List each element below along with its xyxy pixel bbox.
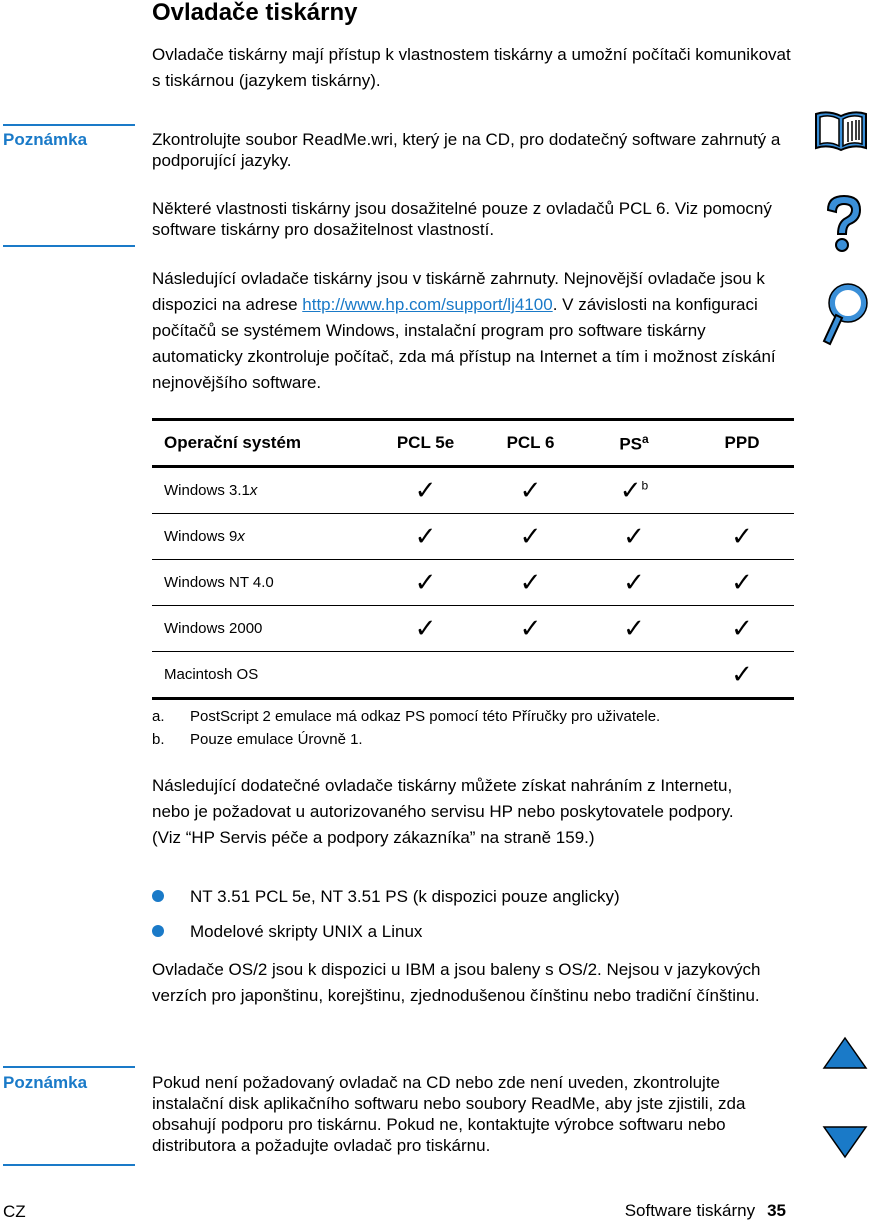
cell-pcl6 [483,514,578,560]
list-item-text: NT 3.51 PCL 5e, NT 3.51 PS (k dispozici pouze anglicky) [190,887,620,906]
footer-section: Software tiskárny [624,1201,756,1220]
note-text: Pokud není požadovaný ovladač na CD nebo zde není uveden, zkontrolujte instalační disk aplikačního softwaru nebo soubory ReadMe, aby jste zjistili, zda obsahují podporu pro tiskárnu. Pokud ne, kontaktujte výrobce softwaru nebo distributora a požadujte ovladač pro tiskárnu. [152,1073,746,1155]
drivers-text: . V závislosti na konfiguraci počítačů se systémem Windows, instalační program pro software tiskárny automaticky zkontroluje počítač, zda má přístup na Internet a tím i možnost získání nejnovějšího software. [152,295,776,392]
os-name: Windows 3.1 [164,482,250,499]
header-ps [578,420,690,467]
os-name-cell [152,560,368,606]
page-title: Ovladače tiskárny [152,0,358,26]
table-header-row [152,420,794,467]
check-icon: ✓ [623,522,645,552]
os-name-variant: x [249,482,258,499]
bullet-icon [152,890,164,902]
list-item [152,884,620,910]
check-icon: ✓ [623,568,645,598]
note-text: Zkontrolujte soubor ReadMe.wri, který je na CD, pro dodatečný software zahrnutý a podporující jazyky. [152,130,781,170]
table-row [152,560,794,606]
driver-table [152,418,794,700]
os2-paragraph: Ovladače OS/2 jsou k dispozici u IBM a jsou baleny s OS/2. Nejsou v jazykových verzích pro japonštinu, korejštinu, zjednodušenou čínštinu nebo tradiční čínštinu. [152,960,761,1005]
cell-ppd [690,514,794,560]
check-icon: ✓ [731,614,753,644]
page-down-triangle-icon[interactable] [822,1125,868,1164]
additional-drivers-paragraph: Následující dodatečné ovladače tiskárny můžete získat nahráním z Internetu, nebo je požadovat u autorizovaného servisu HP nebo poskytovatele podpory. (Viz “HP Servis péče a podpory zákazníka” na straně 159.) [152,776,734,847]
check-icon: ✓ [731,522,753,552]
cell-ps [578,652,690,699]
header-ppd: PPD [690,420,794,467]
table-row [152,467,794,514]
note-rule-bottom [3,1164,135,1166]
cell-ps [578,606,690,652]
os-name: Windows 2000 [164,620,263,637]
check-icon: ✓ [414,568,437,598]
page-up-triangle-icon[interactable] [822,1036,868,1075]
cell-ps [578,514,690,560]
os-name-variant: x [237,528,245,545]
os-name-cell [152,652,368,699]
driver-table-container [152,418,794,700]
support-link[interactable]: http://www.hp.com/support/lj4100 [302,295,553,314]
cell-ps [578,560,690,606]
bullet-icon [152,925,164,937]
header-os: Operační systém [152,420,368,467]
footnote-text: PostScript 2 emulace má odkaz PS pomocí této Příručky pro uživatele. [190,708,661,725]
os-name-cell [152,514,368,560]
check-icon: ✓ [519,522,542,552]
book-icon[interactable] [812,108,870,159]
header-ps-label: PS [619,434,642,454]
footer [625,1201,786,1221]
cell-ppd [690,560,794,606]
footnote [152,705,660,728]
note-label: Poznámka [3,1073,88,1092]
search-magnifier-icon[interactable] [818,283,868,354]
footnote-mark: b. [152,731,165,748]
list-item [152,919,422,945]
os-name: Windows NT 4.0 [164,574,274,591]
note-label: Poznámka [3,130,88,149]
check-icon: ✓ [519,614,542,644]
check-icon: ✓ [519,568,542,598]
cell-ppd [690,467,794,514]
check-icon: ✓ [414,476,437,506]
footnote-text: Pouze emulace Úrovně 1. [190,731,363,748]
os-name-cell [152,467,368,514]
check-icon: ✓ [519,476,542,506]
cell-ppd [690,606,794,652]
cell-pcl5e [368,560,483,606]
cell-ppd [690,652,794,699]
cell-pcl5e [368,514,483,560]
check-icon: ✓ [731,568,753,598]
cell-pcl5e [368,467,483,514]
check-icon: ✓ [623,614,645,644]
note-rule-top [3,124,135,126]
cell-pcl6 [483,560,578,606]
cell-pcl6 [483,606,578,652]
header-pcl6: PCL 6 [483,420,578,467]
os-name-cell [152,606,368,652]
footnote [152,728,363,751]
list-item-text: Modelové skripty UNIX a Linux [190,922,423,941]
table-row [152,514,794,560]
footer-language: CZ [3,1202,26,1221]
cell-pcl6 [483,652,578,699]
cell-pcl5e [368,606,483,652]
table-row [152,606,794,652]
check-icon: ✓ [414,522,437,552]
note-rule-bottom [3,245,135,247]
footnote-ref: a [642,431,649,446]
intro-paragraph: Ovladače tiskárny mají přístup k vlastnostem tiskárny a umožní počítači komunikovat s tiskárnou (jazykem tiskárny). [152,45,791,90]
cell-ps [578,467,690,514]
os-name: Windows 9 [164,528,238,545]
check-icon: ✓ [619,476,642,506]
help-question-icon[interactable] [822,192,866,259]
check-icon: ✓ [731,660,753,690]
check-icon: ✓ [414,614,437,644]
header-pcl5e: PCL 5e [368,420,483,467]
drivers-paragraph [152,266,792,396]
footnote-mark: a. [152,708,165,725]
note-text: Některé vlastnosti tiskárny jsou dosažitelné pouze z ovladačů PCL 6. Viz pomocný software tiskárny pro dosažitelnost vlastností. [152,199,772,239]
footnote-ref: b [641,478,649,493]
table-row [152,652,794,699]
drivers-text: Následující ovladače tiskárny jsou v tiskárně zahrnuty. Nejnovější ovladače jsou k dispozici na adrese [152,269,765,314]
os-name: Macintosh OS [164,666,259,683]
note-rule-top [3,1066,135,1068]
cell-pcl5e [368,652,483,699]
cell-pcl6 [483,467,578,514]
page-number: 35 [767,1201,786,1220]
